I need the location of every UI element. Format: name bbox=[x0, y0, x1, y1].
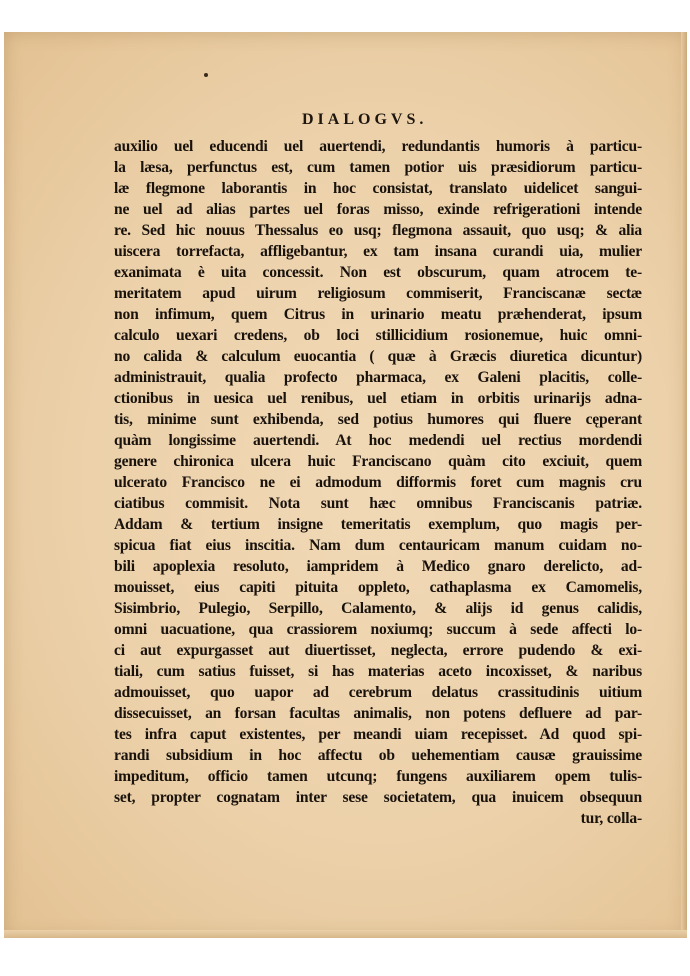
text-line: auxilio uel educendi uel auertendi, redundantis humoris à particu- bbox=[114, 138, 642, 155]
text-line: læ flegmone laborantis in hoc consistat, translato uidelicet sangui- bbox=[114, 180, 642, 197]
text-line: administrauit, qualia profecto pharmaca, ex Galeni placitis, colle- bbox=[114, 369, 642, 386]
text-line: ciatibus commisit. Nota sunt hæc omnibus Franciscanis patriæ. bbox=[114, 495, 642, 512]
text-line: set, propter cognatam inter sese societatem, qua inuicem obsequun bbox=[114, 789, 642, 806]
text-line: impeditum, officio tamen utcunq; fungens auxiliarem opem tulis- bbox=[114, 768, 642, 785]
text-line: spicua fiat eius inscitia. Nam dum centauricam manum cuidam no- bbox=[114, 537, 642, 554]
page-edge-bottom bbox=[4, 930, 687, 938]
text-line: no calida & calculum euocantia ( quæ à Græcis diuretica dicuntur) bbox=[114, 348, 642, 365]
page-edge-right bbox=[681, 32, 687, 938]
text-line: ulcerato Francisco ne ei admodum difformis foret cum magnis cru bbox=[114, 474, 642, 491]
text-line: quàm longissime auertendi. At hoc medendi uel rectius mordendi bbox=[114, 432, 642, 449]
text-line: non infimum, quem Citrus in urinario meatu præhenderat, ipsum bbox=[114, 306, 642, 323]
text-line: dissecuisset, an forsan facultas animalis, non potens defluere ad par- bbox=[114, 705, 642, 722]
text-line: genere chironica ulcera huic Franciscano quàm cito exciuit, quem bbox=[114, 453, 642, 470]
text-line: Sisimbrio, Pulegio, Serpillo, Calamento, & alijs id genus calidis, bbox=[114, 600, 642, 617]
text-line: ctionibus in uesica uel renibus, uel etiam in orbitis urinarijs adna- bbox=[114, 390, 642, 407]
text-line: meritatem apud uirum religiosum commiserit, Franciscanæ sectæ bbox=[114, 285, 642, 302]
book-page bbox=[4, 32, 687, 938]
text-line: tes infra caput existentes, per meandi uiam recepisset. Ad quod spi- bbox=[114, 726, 642, 743]
text-line: mouisset, eius capiti pituita oppleto, cathaplasma ex Camomelis, bbox=[114, 579, 642, 596]
text-line: omni uacuatione, qua crassiorem noxiumq; succum à sede affecti lo- bbox=[114, 621, 642, 638]
text-line: randi subsidium in hoc affectu ob uehementiam causæ grauissime bbox=[114, 747, 642, 764]
running-header: DIALOGVS. bbox=[302, 111, 428, 128]
text-line: ci aut expurgasset aut diuertisset, neglecta, errore pudendo & exi- bbox=[114, 642, 642, 659]
text-line: admouisset, quo uapor ad cerebrum delatus crassitudinis uitium bbox=[114, 684, 642, 701]
text-line: tis, minime sunt exhibenda, sed potius humores qui fluere cęperant bbox=[114, 411, 642, 428]
ink-speck bbox=[204, 73, 208, 77]
text-line: calculo uexari credens, ob loci stillicidium rosionemue, huic omni- bbox=[114, 327, 642, 344]
text-line: tur, colla- bbox=[580, 810, 642, 827]
text-line: Addam & tertium insigne temeritatis exemplum, quo magis per- bbox=[114, 516, 642, 533]
text-line: uiscera torrefacta, affligebantur, ex tam insana curandi uia, mulier bbox=[114, 243, 642, 260]
text-line: exanimata è uita concessit. Non est obscurum, quam atrocem te- bbox=[114, 264, 642, 281]
text-line: ne uel ad alias partes uel foras misso, exinde refrigerationi intende bbox=[114, 201, 642, 218]
body-text bbox=[114, 136, 642, 829]
text-line: la læsa, perfunctus est, cum tamen potior uis præsidiorum particu- bbox=[114, 159, 642, 176]
text-line: tiali, cum satius fuisset, si has materias aceto incoxisset, & naribus bbox=[114, 663, 642, 680]
text-line: bili apoplexia resoluto, iampridem à Medico gnaro derelicto, ad- bbox=[114, 558, 642, 575]
text-line: re. Sed hic nouus Thessalus eo usq; flegmona assauit, quo usq; & alia bbox=[114, 222, 642, 239]
